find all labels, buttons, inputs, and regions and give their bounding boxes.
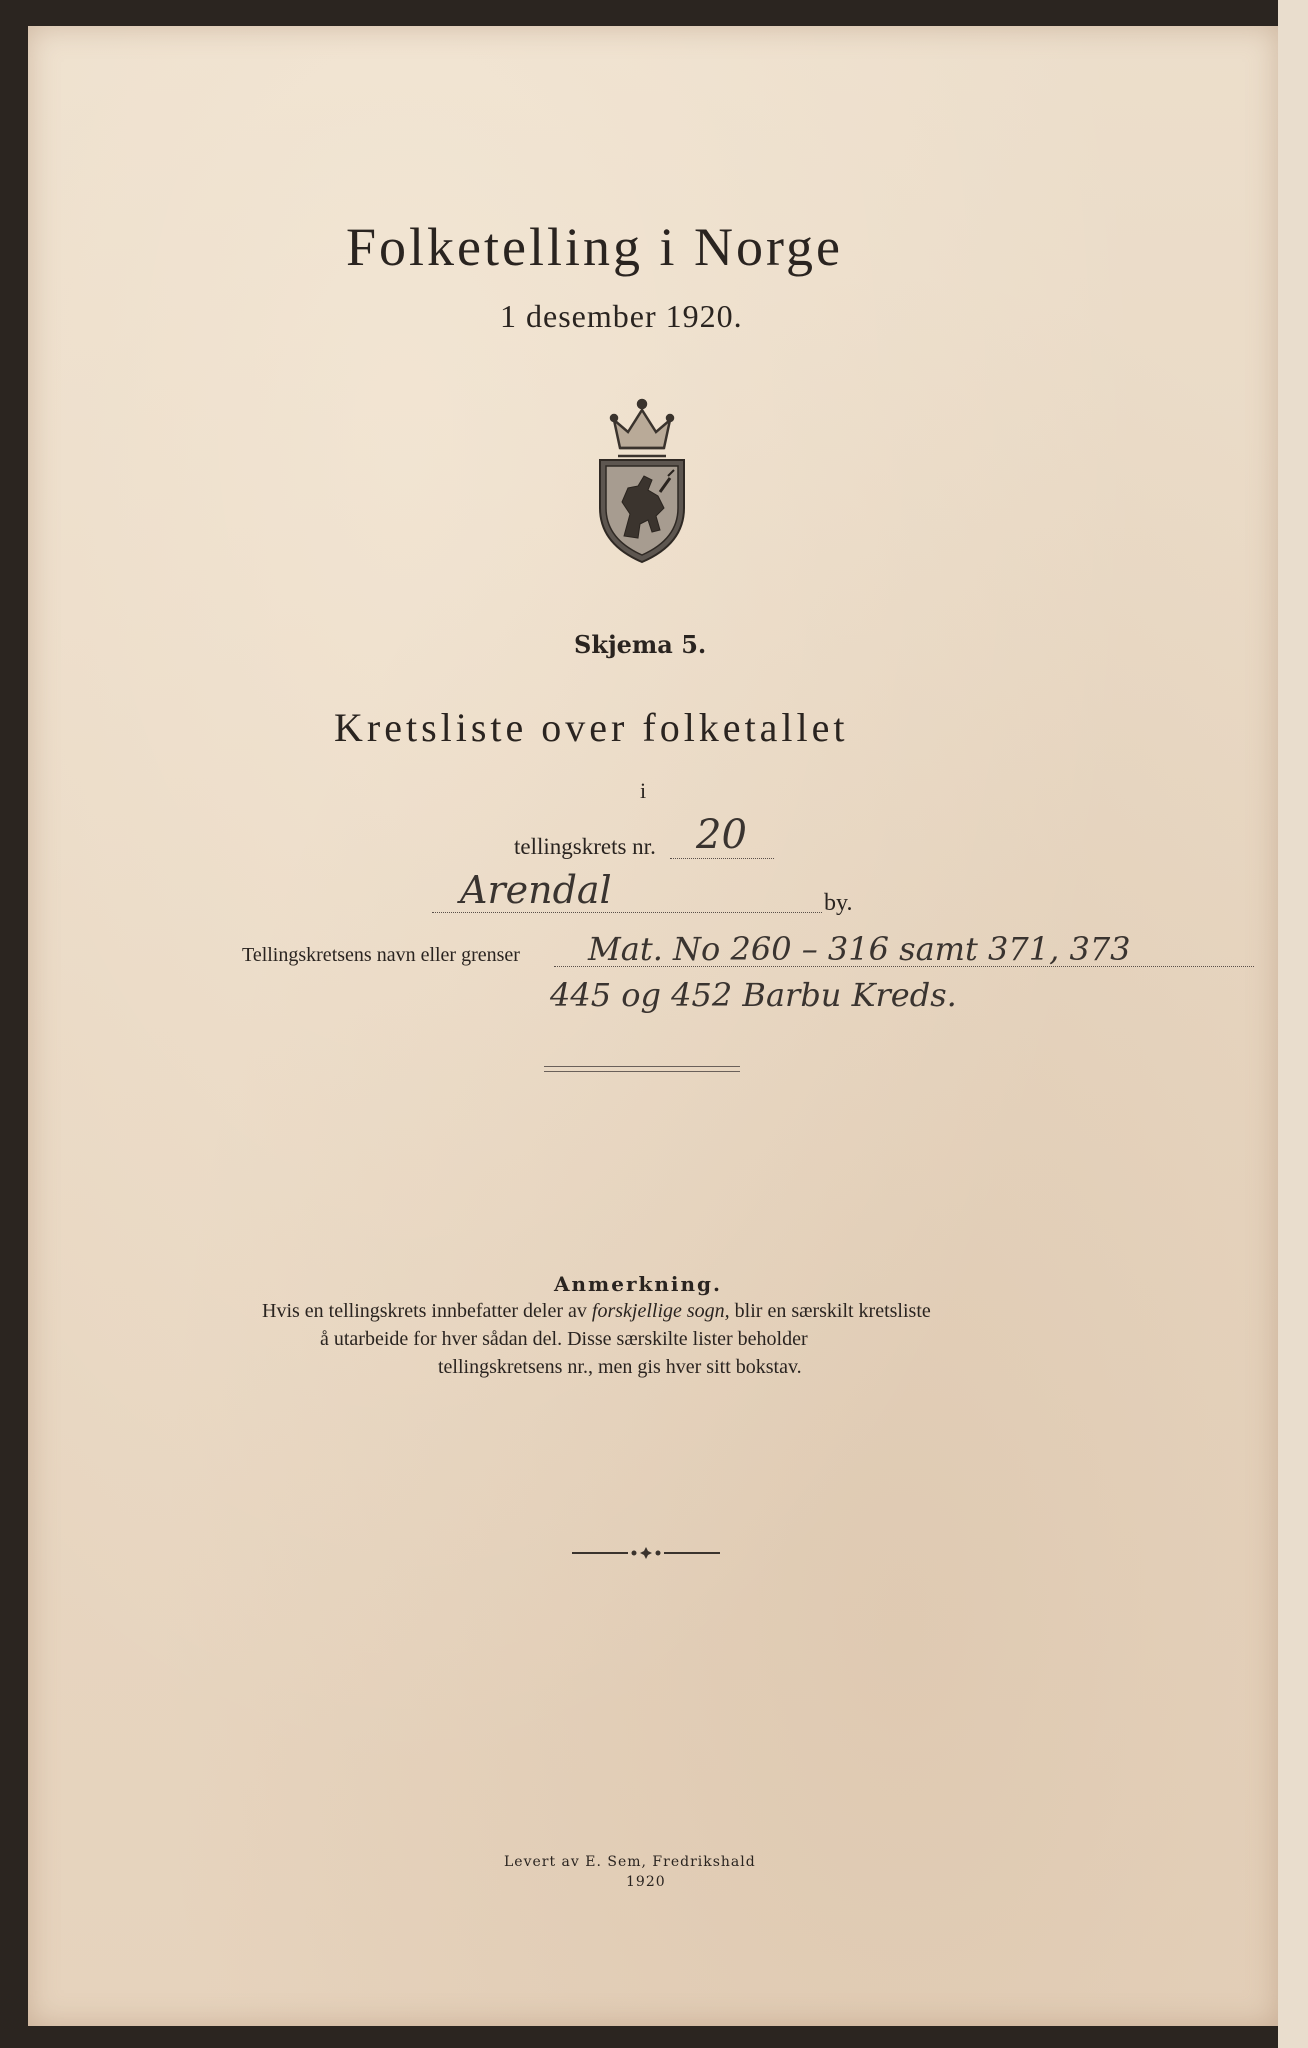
- document-date: 1 desember 1920.: [500, 298, 743, 334]
- norwegian-coat-of-arms-icon: [594, 396, 690, 566]
- note-line-2: å utarbeide for hver sådan del. Disse særskilte lister beholder: [320, 1328, 808, 1350]
- printer-credit: Levert av E. Sem, Fredrikshald: [504, 1854, 756, 1870]
- note-line-1: Hvis en tellingskrets innbefatter deler av forskjellige sogn, blir en særskilt kretsliste: [262, 1300, 931, 1322]
- document-title: Folketelling i Norge: [346, 217, 843, 277]
- note-title: Anmerkning.: [554, 1272, 722, 1296]
- preposition-i: i: [640, 778, 647, 803]
- section-divider: [544, 1066, 740, 1072]
- boundaries-value-line2: 445 og 452 Barbu Kreds.: [550, 976, 957, 1014]
- schema-label: Skjema 5.: [574, 630, 707, 659]
- district-value: 20: [696, 812, 747, 858]
- form-heading: Kretsliste over folketallet: [334, 705, 849, 750]
- district-label: tellingskrets nr.: [514, 834, 656, 859]
- district-value-line: [670, 858, 774, 859]
- page-edge: [1278, 0, 1308, 2048]
- town-value: Arendal: [460, 868, 612, 912]
- ornament-divider-icon: [572, 1546, 720, 1560]
- town-value-line: [432, 912, 822, 913]
- boundaries-label: Tellingskretsens navn eller grenser: [242, 944, 520, 966]
- note-line-3: tellingskretsens nr., men gis hver sitt bokstav.: [438, 1356, 802, 1378]
- printer-year: 1920: [626, 1874, 666, 1890]
- boundaries-value-line1: Mat. No 260 – 316 samt 371, 373: [588, 930, 1131, 968]
- town-suffix: by.: [824, 890, 853, 916]
